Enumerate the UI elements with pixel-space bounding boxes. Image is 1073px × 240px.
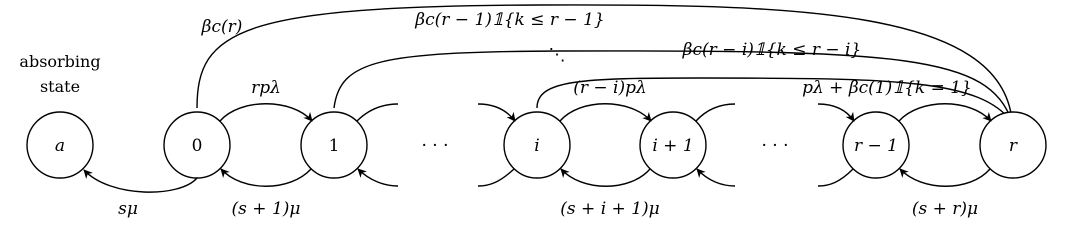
label-rp-lambda: rpλ	[251, 78, 281, 98]
state-label-a: a	[54, 136, 66, 156]
edge-1-to-0	[221, 169, 311, 186]
state-label-1: 1	[328, 136, 340, 156]
edge-1-out-forward	[357, 104, 398, 121]
label-beta-r-minus-1: βc(r − 1)𝟙{k ≤ r − 1}	[415, 10, 605, 30]
label-s-plus-r-mu: (s + r)μ	[911, 199, 979, 219]
edge-i-plus-1-out-forward	[696, 104, 735, 121]
state-label-i-plus-1: i + 1	[652, 136, 694, 156]
absorbing-state-caption-line2: state	[39, 77, 81, 96]
edge-r-minus-1-out-backward	[818, 169, 853, 186]
label-s-plus-1-mu: (s + 1)μ	[231, 199, 301, 219]
absorbing-state-caption: absorbing	[19, 52, 101, 71]
state-label-r-minus-1: r − 1	[854, 136, 898, 156]
label-beta-r-minus-i: βc(r − i)𝟙{k ≤ r − i}	[682, 40, 862, 60]
state-i-plus-1	[640, 112, 706, 178]
edge-r-minus-1-to-r	[899, 104, 991, 121]
ellipsis-right: · · ·	[761, 136, 789, 156]
state-a	[27, 112, 93, 178]
edge-into-1-backward	[358, 169, 398, 186]
edge-into-i-plus-1-backward	[697, 169, 735, 186]
label-s-mu: sμ	[118, 199, 138, 219]
label-p-lambda-plus-beta-1: pλ + βc(1)𝟙{k = 1}	[802, 78, 972, 98]
label-s-plus-i-plus-1-mu: (s + i + 1)μ	[560, 199, 660, 219]
label-beta-r: βc(r)	[201, 17, 243, 37]
ellipsis-left: · · ·	[421, 136, 449, 156]
state-0	[164, 112, 230, 178]
ellipsis-diagonal: ⋱	[548, 45, 566, 65]
edge-i-plus-1-to-i	[561, 169, 650, 186]
state-i	[504, 112, 570, 178]
state-label-r: r	[1008, 136, 1018, 156]
edge-i-to-i-plus-1	[560, 104, 651, 121]
state-1	[301, 112, 367, 178]
edge-into-r-minus-1-forward	[818, 104, 854, 121]
edge-r-to-r-minus-1	[900, 169, 990, 186]
state-r	[980, 112, 1046, 178]
edge-into-i-forward	[478, 104, 515, 121]
state-label-i: i	[534, 136, 540, 156]
state-label-0: 0	[191, 136, 203, 156]
state-r-minus-1	[843, 112, 909, 178]
label-r-minus-i-p-lambda: (r − i)pλ	[573, 78, 647, 98]
edge-0-to-1	[220, 104, 312, 121]
edge-i-out-backward	[478, 169, 514, 186]
